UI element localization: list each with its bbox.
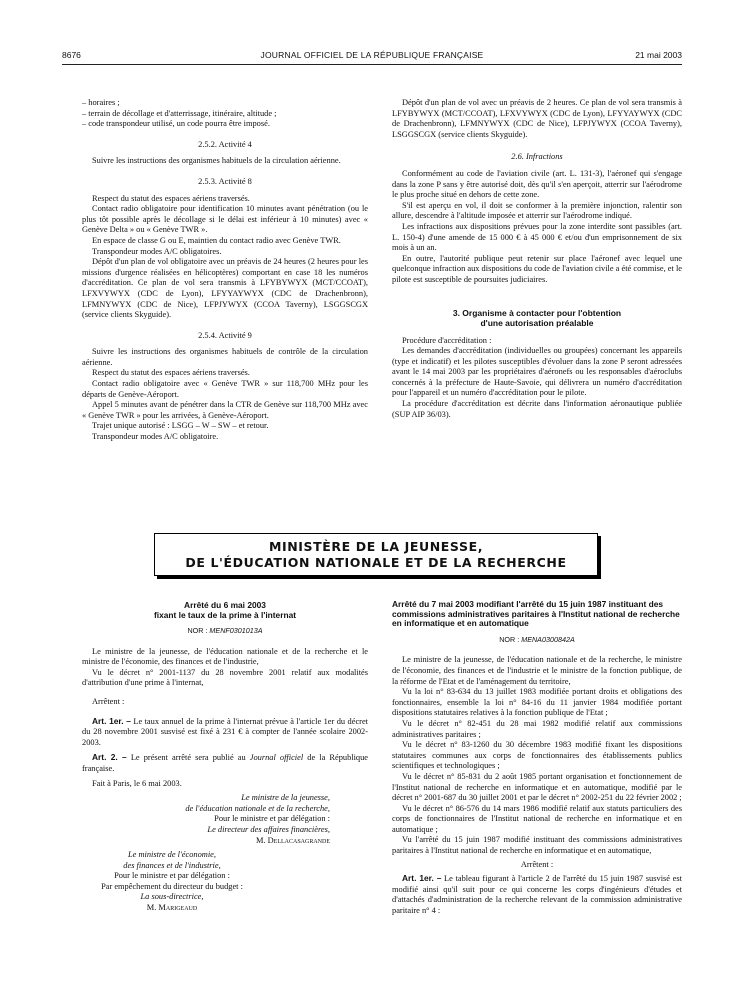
publication-date: 21 mai 2003 [635, 50, 682, 60]
nor-reference [82, 626, 368, 637]
paragraph: Vu l'arrêté du 15 juin 1987 modifié instituant des commissions administratives paritaires à l'Institut national de recherche en informatique et en automatique, [392, 835, 682, 856]
ministry-heading-line: MINISTÈRE DE LA JEUNESSE, [268, 539, 484, 554]
decree-prime-internat [82, 600, 368, 914]
paragraph: S'il est aperçu en vol, il doit se conformer à la première injonction, ralentir son allure, descendre à l'altitude imposée et atterrir sur l'aérodrome indiqué. [392, 200, 682, 221]
paragraph: Respect du statut des espaces aériens traversés. [92, 193, 250, 203]
paragraph: Vu le décret n° 85-831 du 2 août 1985 portant organisation et fonctionnement de l'Institut national de recherche en informatique et en automatique, modifié par le décret n° 2001-687 du 30 juillet 2001 et par le décret n° 2002-251 du 22 février 2002 ; [392, 771, 682, 803]
article-2 [82, 752, 368, 774]
section-title-infractions: 2.6. Infractions [511, 152, 563, 162]
nor-code: MENF0301013A [209, 626, 263, 635]
bullet-item: – terrain de décollage et d'atterrissage, itinéraire, altitude ; [82, 108, 277, 118]
signature-line: Pour le ministre et par délégation : [114, 871, 230, 881]
article-1 [82, 716, 368, 749]
left-top-column [82, 98, 368, 443]
paragraph: Trajet unique autorisé : LSGG – W – SW – et retour. [92, 421, 269, 431]
article-text: Le tableau figurant à l'article 2 de l'arrêté du 15 juin 1987 susvisé est modifié ainsi qu'il suit pour ce qui concerne les corps d'ingénieurs d'études et d'attachés d'administration de la recherche relevant de la commission administrative paritaire n° 4 : [392, 874, 682, 916]
signature-line: Le ministre de la jeunesse, [241, 793, 330, 803]
paragraph: En espace de classe G ou E, maintien du contact radio avec Genève TWR. [92, 235, 341, 245]
paragraph: Vu le décret n° 2001-1137 du 28 novembre 2001 relatif aux modalités d'attribution d'une prime à l'internat, [82, 667, 368, 688]
article-text-italic: Journal officiel [249, 753, 304, 763]
decree-commissions-inria [392, 600, 682, 917]
page-number: 8676 [62, 50, 81, 60]
article-1 [392, 873, 682, 916]
paragraph: Les demandes d'accréditation (individuelles ou groupées) concernant les appareils (type et indicatif) et les pilotes susceptibles d'évoluer dans la zone P seront adressées avant le 14 mai 2003 par les propriétaires d'aéronefs ou les responsables d'aéroclubs concernés à la préfecture de Haute-Savoie, qui délivrera un numéro d'accréditation pour l'appareil et un numéro d'accréditation pour le pilote. [392, 346, 682, 398]
article-text: Le taux annuel de la prime à l'internat prévue à l'article 1er du décret du 28 novembre 2001 susvisé est fixé à 231 € à compter de l'année scolaire 2002-2003. [82, 716, 369, 747]
paragraph: Vu le décret n° 86-576 du 14 mars 1986 modifié relatif aux statuts particuliers des corps de fonctionnaires de l'Institut national de recherche en informatique et en automatique ; [392, 803, 682, 834]
ministry-heading-line: DE L'ÉDUCATION NATIONALE ET DE LA RECHERCHE [185, 555, 567, 570]
paragraph: Contact radio obligatoire avec « Genève TWR » sur 118,700 MHz pour les départs de Genève-Aéroport. [82, 379, 368, 399]
header-rule [62, 64, 682, 65]
section-title-activite-8: 2.5.3. Activité 8 [198, 176, 252, 186]
signatory-name: M. Marigeaud [146, 903, 198, 913]
paragraph: Vu la loi n° 83-634 du 13 juillet 1983 modifiée portant droits et obligations des fonctionnaires, ensemble la loi n° 84-16 du 11 janvier 1984 modifiée portant dispositions statutaires relatives à la fonction publique de l'Etat ; [392, 687, 682, 718]
signature-line: La sous-directrice, [140, 892, 204, 902]
article-text: de la République française. [82, 753, 369, 773]
paragraph: Le ministre de la jeunesse, de l'éducation nationale et de la recherche et le ministre de l'économie, des finances et de l'industrie, [82, 646, 368, 667]
article-text: Le présent arrêté sera publié au [130, 753, 246, 763]
signature-block [82, 793, 368, 846]
signature-line: Par empêchement du directeur du budget : [101, 881, 243, 891]
signature-line: des finances et de l'industrie, [123, 860, 221, 870]
article-label: Art. 1er. – [402, 873, 442, 884]
article-label: Art. 1er. – [92, 715, 131, 726]
paragraph: La procédure d'accréditation est décrite dans l'information aéronautique publiée (SUP AIP 36/03). [392, 399, 682, 419]
paragraph: Suivre les instructions des organismes habituels de contrôle de la circulation aérienne. [82, 347, 368, 367]
paragraph: Respect du statut des espaces aériens traversés. [92, 368, 250, 378]
nor-code: MENA0300842A [521, 634, 575, 644]
nor-reference [392, 635, 682, 646]
nor-label: NOR : [499, 634, 520, 644]
ministry-heading [154, 533, 598, 576]
arretent-label: Arrêtent : [92, 696, 125, 706]
section-title-activite-9: 2.5.4. Activité 9 [198, 330, 252, 340]
bullet-item: – horaires ; [82, 98, 120, 107]
paragraph: En outre, l'autorité publique peut retenir sur place l'aéronef avec lequel une quelconque infraction aux dispositions du code de l'aviation civile a été commise, et le pilote est susceptible de poursuites judiciaires. [392, 253, 682, 284]
section-title-organisme [392, 308, 682, 328]
signature-block [82, 850, 262, 914]
right-top-column [392, 98, 682, 420]
signatory-name: M. Dellacasagrande [255, 835, 330, 845]
decree-title-line: fixant le taux de la prime à l'internat [153, 610, 297, 620]
page-header [62, 50, 682, 64]
paragraph: Conformément au code de l'aviation civile (art. L. 131-3), l'aéronef qui s'engage dans la zone P sans y être autorisé doit, dès qu'il s'en aperçoit, atterrir sur l'aérodrome le plus proche situé en dehors de cette zone. [392, 168, 682, 200]
paragraph: Le ministre de la jeunesse, de l'éducation nationale et de la recherche, le ministre de l'économie, des finances et de l'industrie et le ministre de la fonction publique, de la réforme de l'Etat et de l'aménagement du territoire, [392, 655, 682, 686]
bullet-item: – code transpondeur utilisé, un code pourra être imposé. [82, 119, 270, 129]
paragraph: Procédure d'accréditation : [402, 335, 492, 345]
paragraph: Vu le décret n° 82-451 du 28 mai 1982 modifié relatif aux commissions administratives paritaires ; [392, 718, 682, 739]
article-label: Art. 2. – [92, 752, 127, 763]
nor-label: NOR : [187, 626, 208, 635]
decree-title-line: Arrêté du 6 mai 2003 [184, 600, 266, 610]
decree-title: Arrêté du 7 mai 2003 modifiant l'arrêté du 15 juin 1987 instituant des commissions administratives paritaires à l'Institut national de recherche en informatique et en automatique [392, 599, 680, 629]
paragraph: Dépôt d'un plan de vol obligatoire avec un préavis de 24 heures (2 heures pour les missions d'urgence réalisées en hélicoptères) comportant en case 18 les numéros d'accréditation. Ce plan de vol sera transmis à LFYBYWYX (MCT/CCOAT), LFXVYWYX (CDC de Lyon), LFYYAYWYX (CDC de Drachenbronn), LFMNYWYX (CDC de Nice), LFPJYWYX (CCOA Taverny), LSGGSCGX (service clients Skyguide). [82, 257, 368, 320]
paragraph: Transpondeur modes A/C obligatoires. [92, 246, 222, 256]
journal-title: JOURNAL OFFICIEL DE LA RÉPUBLIQUE FRANÇAISE [260, 50, 484, 60]
decree-title [82, 600, 368, 620]
arretent-label: Arrêtent : [520, 859, 554, 869]
section-title-line: 3. Organisme à contacter pour l'obtention [452, 307, 622, 318]
paragraph: Les infractions aux dispositions prévues pour la zone interdite sont passibles (art. L. 150-4) d'une amende de 15 000 € à 45 000 € et/ou d'un emprisonnement de six mois à un an. [392, 221, 682, 253]
signature-line: Pour le ministre et par délégation : [214, 814, 330, 824]
fait-a: Fait à Paris, le 6 mai 2003. [92, 778, 182, 788]
section-title-line: d'une autorisation préalable [480, 317, 594, 328]
paragraph: Appel 5 minutes avant de pénétrer dans la CTR de Genève sur 118,700 MHz avec « Genève TWR » pour les arrivées, à Genève-Aéroport. [82, 400, 368, 420]
paragraph: Suivre les instructions des organismes habituels de la circulation aérienne. [92, 156, 341, 166]
paragraph: Transpondeur modes A/C obligatoire. [92, 432, 219, 442]
paragraph: Dépôt d'un plan de vol avec un préavis de 2 heures. Ce plan de vol sera transmis à LFYBYWYX (MCT/CCOAT), LFXVYWYX (CDC de Lyon), LFYYAYWYX (CDC de Drachenbronn), LFMNYWYX (CDC de Nice), LFPJYWYX (CCOA Taverny), LSGGSCGX (service clients Skyguide). [392, 98, 682, 139]
signature-line: Le ministre de l'économie, [127, 850, 216, 860]
section-title-activite-4: 2.5.2. Activité 4 [198, 139, 252, 149]
paragraph: Vu le décret n° 83-1260 du 30 décembre 1983 modifié fixant les dispositions statutaires communes aux corps de fonctionnaires des établissements publics scientifiques et technologiques ; [392, 740, 682, 771]
paragraph: Contact radio obligatoire pour identification 10 minutes avant pénétration (ou le plus tôt possible après le décollage si le délai est inférieur à 10 minutes) avec « Genève Delta » ou « Genève TWR ». [82, 204, 368, 235]
signature-line: de l'éducation nationale et de la recherche, [185, 803, 330, 813]
signature-line: Le directeur des affaires financières, [207, 824, 330, 834]
